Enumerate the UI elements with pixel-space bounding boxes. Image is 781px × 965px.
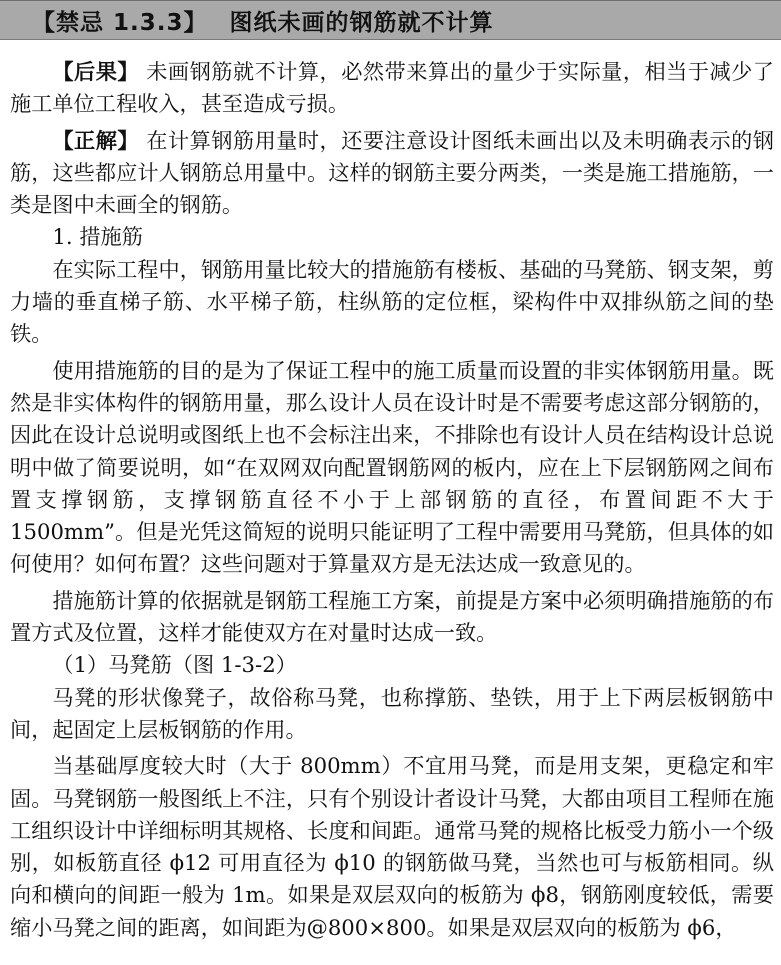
paragraph-solution bbox=[10, 125, 774, 222]
paragraph bbox=[10, 355, 774, 581]
paragraph bbox=[10, 254, 774, 351]
paragraph-text: 马凳的形状像凳子，故俗称马凳，也称撑筋、垫铁，用于上下两层板钢筋中间，起固定上层板钢筋的作用。 bbox=[10, 684, 774, 742]
section-number: 【禁忌 1.3.3】 bbox=[32, 9, 208, 36]
paragraph-text: 使用措施筋的目的是为了保证工程中的施工质量而设置的非实体钢筋用量。既然是非实体构件的钢筋用量，那么设计人员在设计时是不需要考虑这部分钢筋的，因此在设计总说明或图纸上也不会标注出来，不排除也有设计人员在结构设计总说明中做了简要说明，如“在双网双向配置钢筋网的板内，应在上下层钢筋网之间布置支撑钢筋，支撑钢筋直径不小于上部钢筋的直径，布置间距不大于 1500mm”。但是光凭这简短的说明只能证明了工程中需要用马凳筋，但具体的如何使用？如何布置？这些问题对于算量双方是无法达成一致意见的。 bbox=[10, 357, 774, 577]
paragraph-lead: 【正解】 bbox=[52, 127, 140, 153]
section-title: 图纸未画的钢筋就不计算 bbox=[229, 9, 494, 36]
paragraph bbox=[10, 682, 774, 747]
paragraph bbox=[10, 585, 774, 650]
paragraph-text: 措施筋计算的依据就是钢筋工程施工方案，前提是方案中必须明确措施筋的布置方式及位置，这样才能使双方在对量时达成一致。 bbox=[10, 587, 774, 646]
paragraph-text: （1）马凳筋（图 1-3-2） bbox=[52, 652, 297, 678]
paragraph-text: 在计算钢筋用量时，还要注意设计图纸未画出以及未明确表示的钢筋，这些都应计人钢筋总用量中。这样的钢筋主要分两类，一类是施工措施筋，一类是图中未画全的钢筋。 bbox=[10, 127, 774, 218]
subheading-measures bbox=[10, 221, 774, 253]
paragraph-text: 在实际工程中，钢筋用量比较大的措施筋有楼板、基础的马凳筋、钢支架，剪力墙的垂直梯子筋、水平梯子筋，柱纵筋的定位框，梁构件中双排纵筋之间的垫铁。 bbox=[10, 256, 774, 347]
body-text bbox=[10, 56, 774, 944]
paragraph-text: 当基础厚度较大时（大于 800mm）不宜用马凳，而是用支架，更稳定和牢固。马凳钢筋一般图纸上不注，只有个别设计者设计马凳，大都由项目工程师在施工组织设计中详细标明其规格、长度和间距。通常马凳的规格比板受力筋小一个级别，如板筋直径 ϕ12 可用直径为 ϕ10 的钢筋做马凳，当然也可与板筋相同。纵向和横向的间距一般为 1m。如果是双层双向的板筋为 ϕ8，钢筋刚度较低，需要缩小马凳之间的距离，如间距为@800×800。如果是双层双向的板筋为 ϕ6， bbox=[10, 753, 774, 940]
paragraph-text: 1. 措施筋 bbox=[52, 224, 143, 250]
paragraph bbox=[10, 750, 774, 944]
paragraph-lead: 【后果】 bbox=[52, 59, 140, 84]
section-heading bbox=[0, 0, 781, 40]
paragraph-consequence bbox=[10, 56, 774, 121]
subheading-mading bbox=[10, 649, 774, 681]
paragraph-text: 未画钢筋就不计算，必然带来算出的量少于实际量，相当于减少了施工单位工程收入，甚至造成亏损。 bbox=[10, 59, 774, 117]
